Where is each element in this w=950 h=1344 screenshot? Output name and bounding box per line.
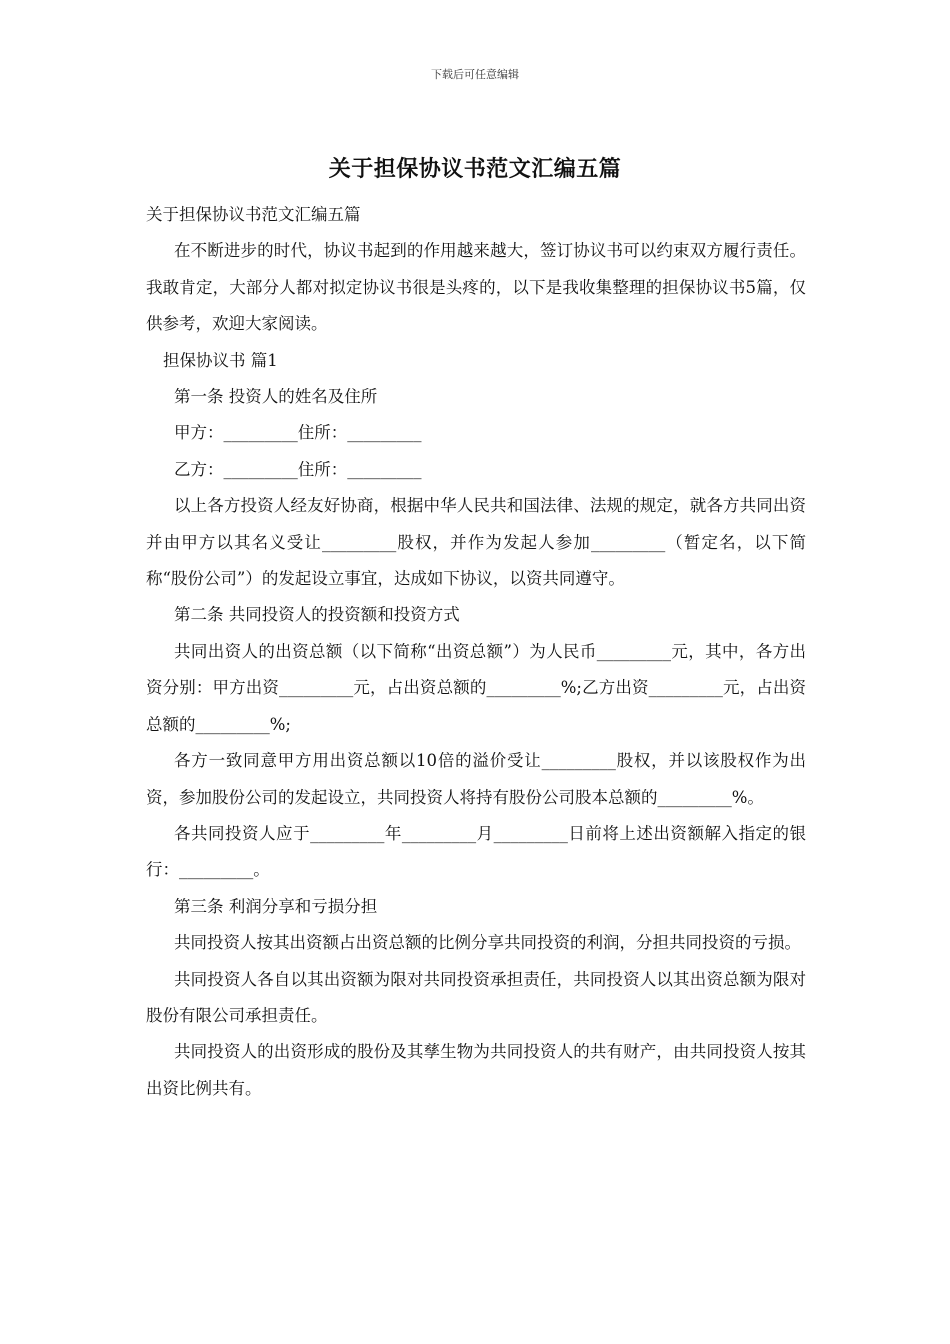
- body-paragraph: 共同投资人各自以其出资额为限对共同投资承担责任，共同投资人以其出资总额为限对股份有限公司承担责任。: [146, 969, 806, 1025]
- party-b-line: 乙方：_________住所：_________: [174, 459, 422, 479]
- document-title: 关于担保协议书范文汇编五篇: [328, 156, 622, 182]
- body-paragraph: 共同投资人的出资形成的股份及其孳生物为共同投资人的共有财产，由共同投资人按其出资比例共有。: [146, 1042, 806, 1098]
- document-body: [146, 197, 806, 1107]
- page-header-note: 下载后可任意编辑: [431, 68, 519, 81]
- article-heading: 第一条 投资人的姓名及住所: [174, 387, 378, 407]
- body-paragraph: 共同出资人的出资总额（以下简称“出资总额”）为人民币_________元，其中，各方出资分别：甲方出资_________元，占出资总额的_________%;乙方出资_________元，占出资总额的_________%;: [146, 641, 806, 734]
- intro-paragraph: 在不断进步的时代，协议书起到的作用越来越大，签订协议书可以约束双方履行责任。我敢肯定，大部分人都对拟定协议书很是头疼的，以下是我收集整理的担保协议书5篇，仅供参考，欢迎大家阅读。: [146, 241, 806, 334]
- section-heading: 担保协议书 篇1: [163, 350, 278, 370]
- body-paragraph: 共同投资人按其出资额占出资总额的比例分享共同投资的利润，分担共同投资的亏损。: [174, 933, 801, 953]
- body-paragraph: 各方一致同意甲方用出资总额以10倍的溢价受让_________股权，并以该股权作为出资，参加股份公司的发起设立，共同投资人将持有股份公司股本总额的_________%。: [146, 751, 806, 807]
- party-a-line: 甲方：_________住所：_________: [174, 423, 422, 443]
- subtitle-paragraph: 关于担保协议书范文汇编五篇: [146, 205, 361, 224]
- body-paragraph: 各共同投资人应于_________年_________月_________日前将上述出资额解入指定的银行：_________。: [146, 823, 806, 880]
- body-paragraph: 以上各方投资人经友好协商，根据中华人民共和国法律、法规的规定，就各方共同出资并由甲方以其名义受让_________股权，并作为发起人参加_________（暂定名，以下简称“股份公司”）的发起设立事宜，达成如下协议，以资共同遵守。: [146, 496, 806, 589]
- article-heading: 第二条 共同投资人的投资额和投资方式: [174, 605, 460, 625]
- article-heading: 第三条 利润分享和亏损分担: [174, 896, 378, 916]
